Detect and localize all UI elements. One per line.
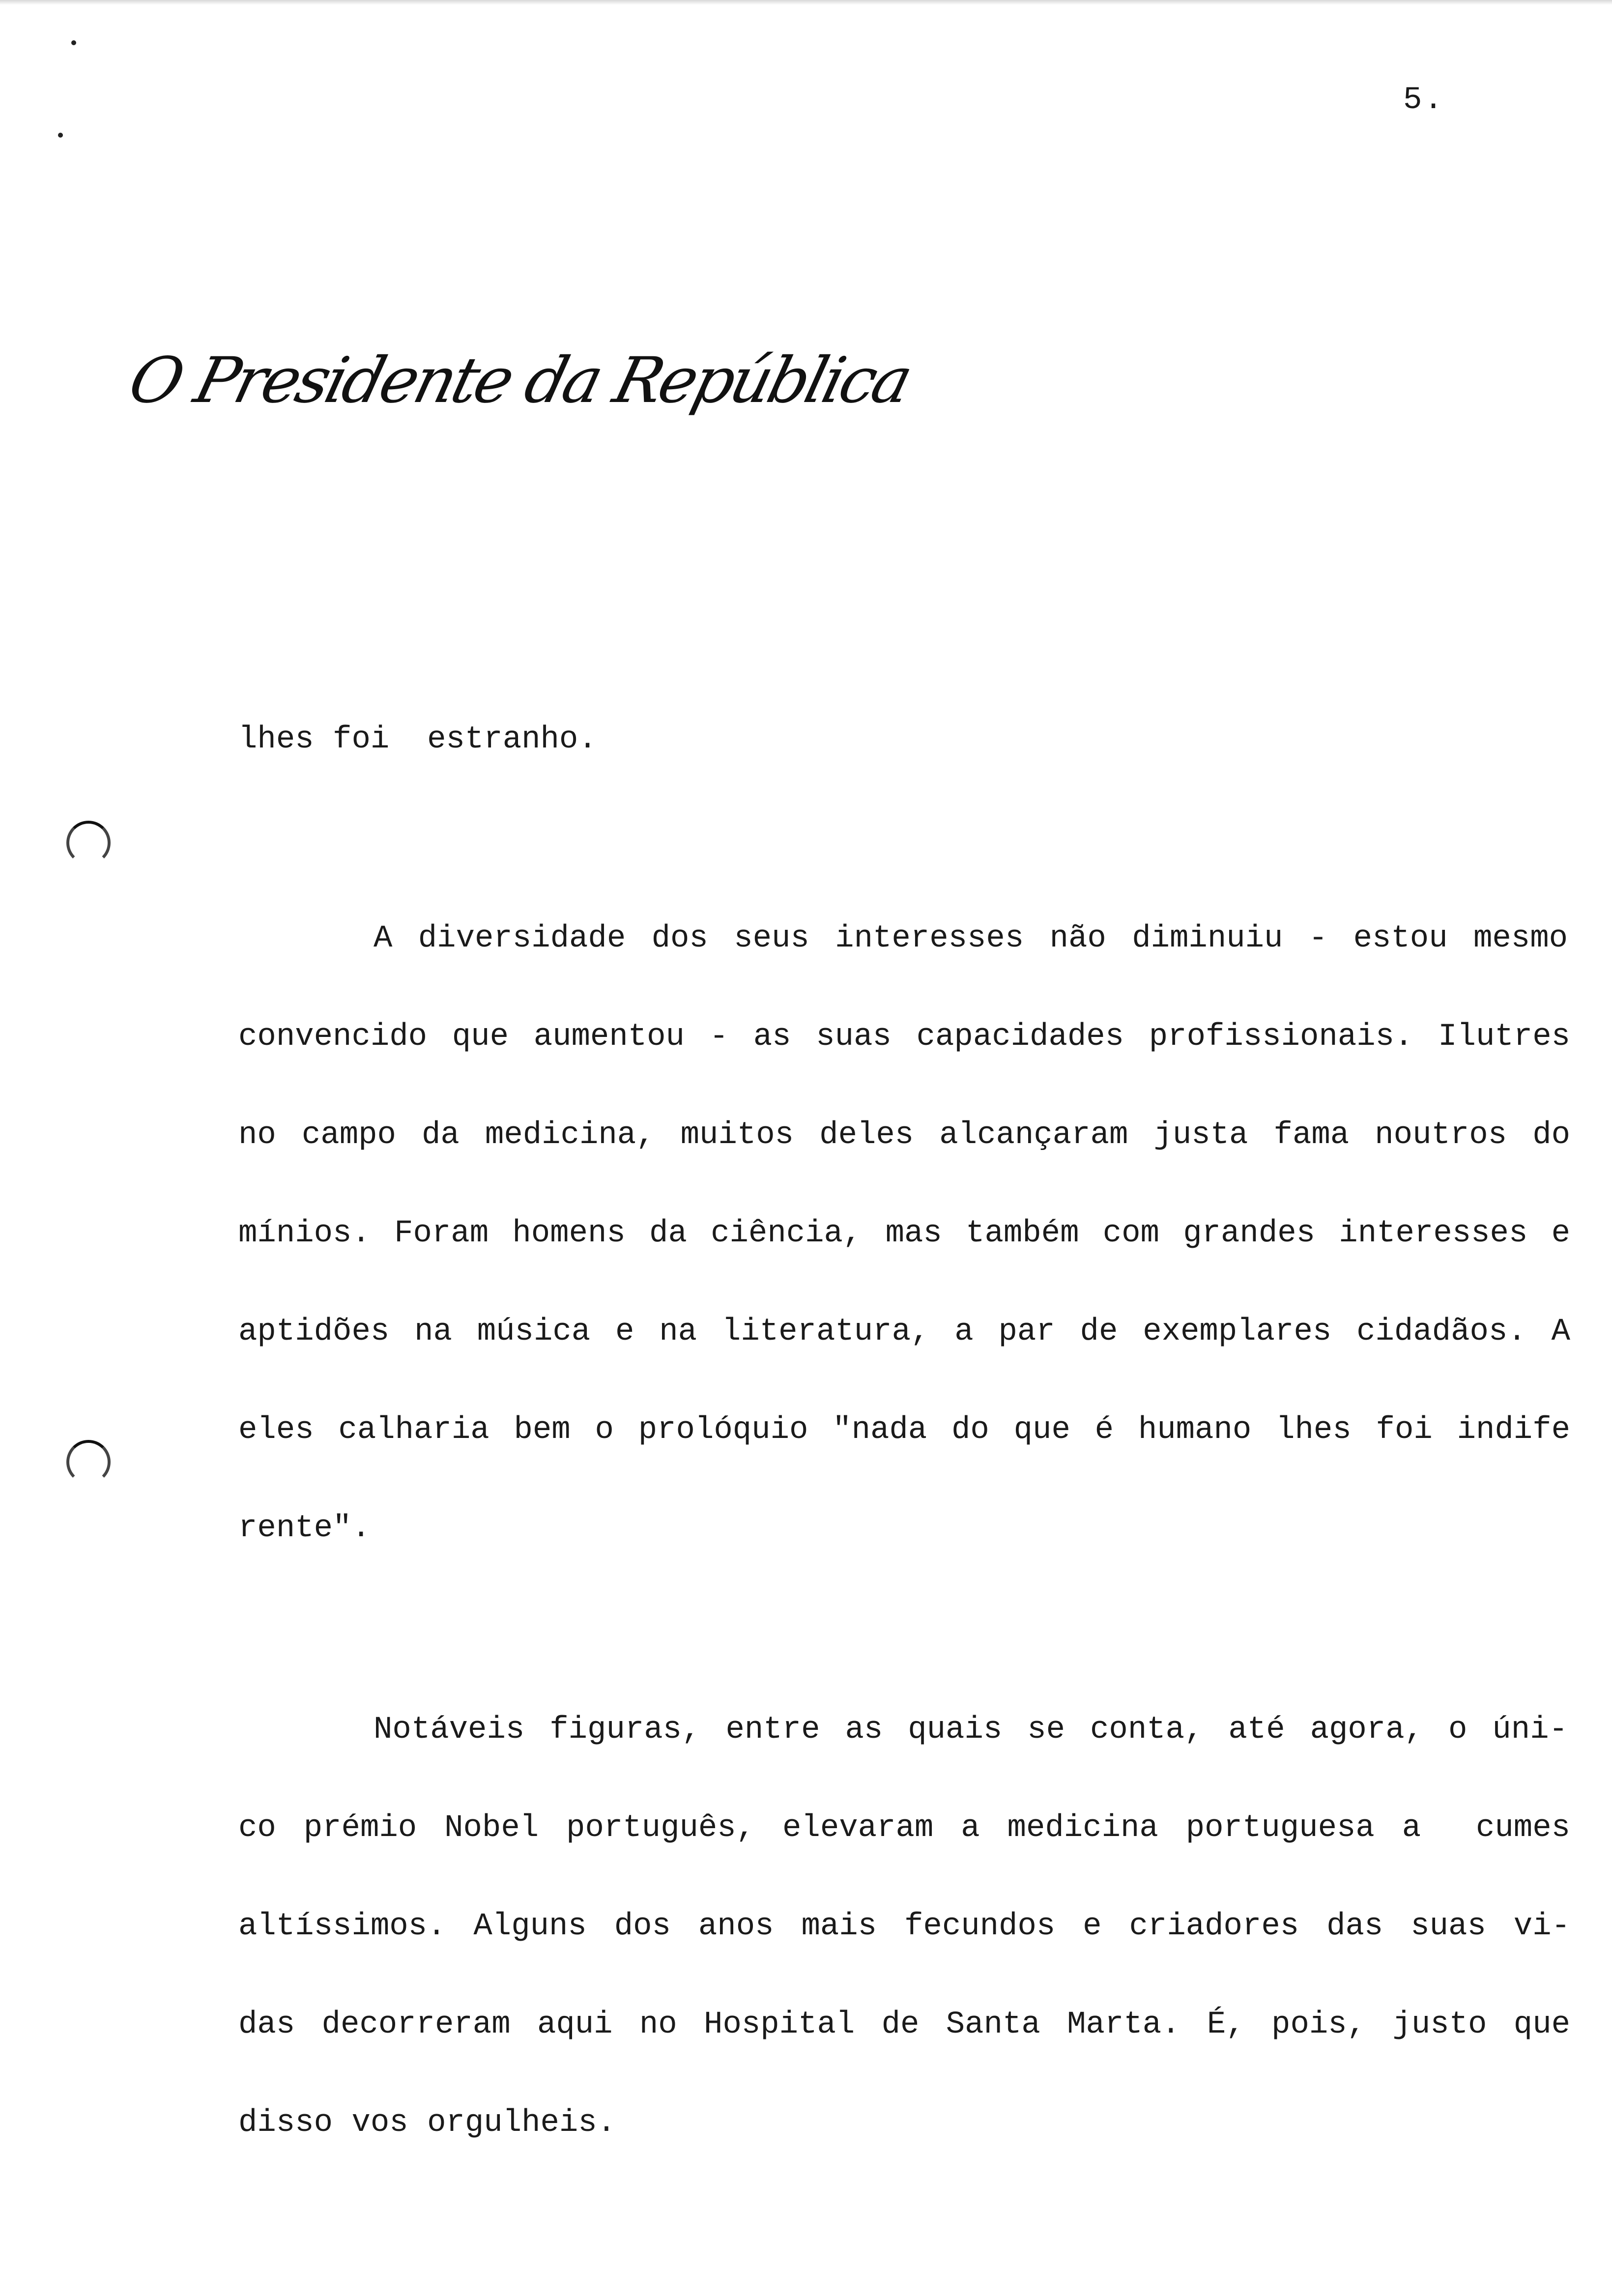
punch-hole-mark	[66, 1440, 111, 1484]
text-line: altíssimos. Alguns dos anos mais fecundos e criadores das suas vi-	[238, 1909, 1570, 1944]
text-line: co prémio Nobel português, elevaram a medicina portuguesa a cumes	[238, 1810, 1570, 1846]
text-line: mínios. Foram homens da ciência, mas também com grandes interesses e	[238, 1216, 1570, 1251]
text-line: eles calharia bem o prolóquio "nada do que é humano lhes foi indife	[238, 1412, 1570, 1448]
text-line: aptidões na música e na literatura, a par de exemplares cidadãos. A	[238, 1314, 1570, 1349]
text-line: lhes foi estranho.	[238, 722, 597, 757]
text-line: das decorreram aqui no Hospital de Santa Marta. É, pois, justo que	[238, 2007, 1570, 2042]
punch-hole-mark	[66, 821, 111, 865]
text-line: no campo da medicina, muitos deles alcançaram justa fama noutros do	[238, 1118, 1570, 1153]
page-number: 5.	[1403, 83, 1445, 118]
scan-top-edge	[0, 0, 1612, 5]
text-line: rente".	[238, 1511, 371, 1546]
scan-speck	[58, 133, 63, 138]
scan-speck	[71, 40, 76, 45]
text-line: A diversidade dos seus interesses não diminuiu - estou mesmo	[374, 921, 1568, 956]
text-line: Notáveis figuras, entre as quais se conta, até agora, o úni-	[374, 1712, 1568, 1748]
text-line: convencido que aumentou - as suas capacidades profissionais. Ilutres	[238, 1019, 1570, 1055]
letterhead-title: O Presidente da República	[122, 344, 917, 417]
text-line: disso vos orgulheis.	[238, 2105, 616, 2141]
